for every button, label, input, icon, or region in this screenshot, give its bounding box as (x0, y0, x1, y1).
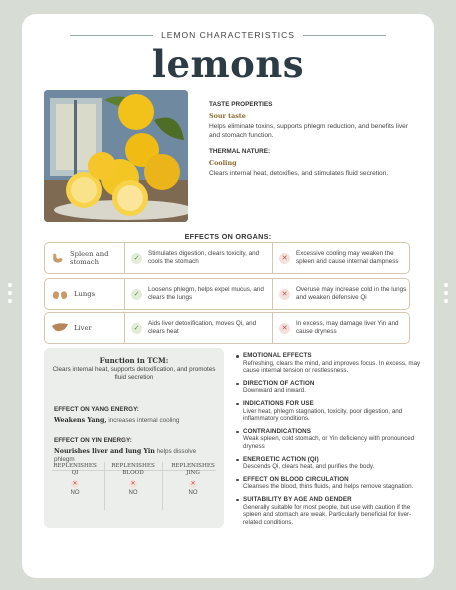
organ-bad: Overuse may increase cold in the lungs and weaken defensive Qi (296, 286, 407, 301)
organ-row-lungs (44, 278, 410, 310)
organ-bad: Excessive cooling may weaken the spleen and cause internal dampness (296, 250, 399, 265)
divider (162, 462, 163, 510)
replenishes-qi: REPLENISHES QI ✕ NO (53, 463, 97, 496)
organ-good: Loosens phlegm, helps expel mucus, and clears the lungs (148, 286, 264, 301)
organ-row-liver (44, 312, 410, 344)
tcm-heading: Function in TCM: (99, 356, 169, 365)
thermal-desc: Clears internal heat, detoxifies, and stimulates fluid secretion. (209, 170, 389, 178)
thermal-heading: THERMAL NATURE: (209, 147, 271, 155)
notes-list (236, 352, 422, 531)
thermal-value: Cooling (209, 159, 237, 168)
taste-value: Sour taste (209, 112, 246, 121)
stomach-icon (51, 251, 65, 265)
page-subtitle: LEMON CHARACTERISTICS (161, 30, 295, 40)
tcm-panel (44, 348, 224, 528)
cross-icon: ✕ (190, 481, 196, 487)
list-item: DIRECTION OF ACTION Downward and inward. (236, 380, 422, 395)
list-item: ENERGETIC ACTION (QI) Descends Qi, clears heat, and purifies the body. (236, 456, 422, 471)
taste-thermal-props (209, 101, 417, 186)
organ-good: Stimulates digestion, clears toxicity, and cools the stomach (148, 250, 260, 265)
list-item: EMOTIONAL EFFECTS Refreshing, clears the mind, and improves focus. In excess, may cause internal tension or restlessness. (236, 352, 422, 375)
yang-value: Weakens Yang, increases internal cooling (54, 417, 180, 424)
cross-icon: ✕ (279, 323, 290, 334)
check-icon: ✓ (131, 289, 142, 300)
divider (104, 462, 105, 510)
right-handle-dots[interactable] (444, 283, 448, 303)
list-item: INDICATIONS FOR USE Liver heat, phlegm stagnation, toxicity, poor digestion, and inflammatory conditions. (236, 400, 422, 423)
lemon-card (22, 14, 434, 578)
list-item: CONTRAINDICATIONS Weak spleen, cold stomach, or Yin deficiency with pronounced dryness (236, 428, 422, 451)
check-icon: ✓ (131, 323, 142, 334)
tcm-sub: Clears internal heat, supports detoxification, and promotes fluid secretion (52, 366, 216, 381)
cross-icon: ✕ (279, 289, 290, 300)
cross-icon: ✕ (130, 481, 136, 487)
replenishes-jing: REPLENISHES JING ✕ NO (171, 463, 215, 496)
liver-icon (51, 321, 69, 335)
lungs-icon (51, 287, 69, 301)
organ-good: Aids liver detoxification, moves Qi, and clears heat (148, 320, 257, 335)
taste-desc: Helps eliminate toxins, supports phlegm reduction, and benefits liver and stomach function. (209, 123, 409, 139)
divider (70, 35, 153, 36)
cross-icon: ✕ (279, 253, 290, 264)
organs-title: EFFECTS ON ORGANS: (184, 232, 272, 241)
list-item: SUITABILITY BY AGE AND GENDER Generally suitable for most people, but use with caution if the spleen and stomach are weak. Particularly beneficial for liver-related conditions. (236, 496, 422, 526)
left-handle-dots[interactable] (8, 283, 12, 303)
organ-row-spleen (44, 242, 410, 274)
check-icon: ✓ (131, 253, 142, 264)
cross-icon: ✕ (72, 481, 78, 487)
divider (303, 35, 386, 36)
page-title: lemons (151, 42, 305, 86)
organ-name: Liver (74, 324, 92, 332)
replenishes-blood: REPLENISHES BLOOD ✕ NO (111, 463, 155, 496)
yin-label: EFFECT ON YIN ENERGY: (54, 437, 132, 444)
taste-heading: TASTE PROPERTIES (209, 101, 273, 108)
header-row (70, 30, 386, 40)
organ-bad: In excess, may damage liver Yin and cause dryness (296, 320, 399, 335)
organ-name: Spleen and stomach (69, 250, 109, 266)
lemon-photo (44, 90, 188, 222)
organ-name: Lungs (74, 290, 96, 298)
yang-label: EFFECT ON YANG ENERGY: (54, 406, 139, 413)
yin-value: Nourishes liver and lung Yin helps dissolve phlegm (54, 448, 197, 464)
list-item: EFFECT ON BLOOD CIRCULATION Cleanses the blood, thins fluids, and helps remove stagnation. (236, 476, 422, 491)
